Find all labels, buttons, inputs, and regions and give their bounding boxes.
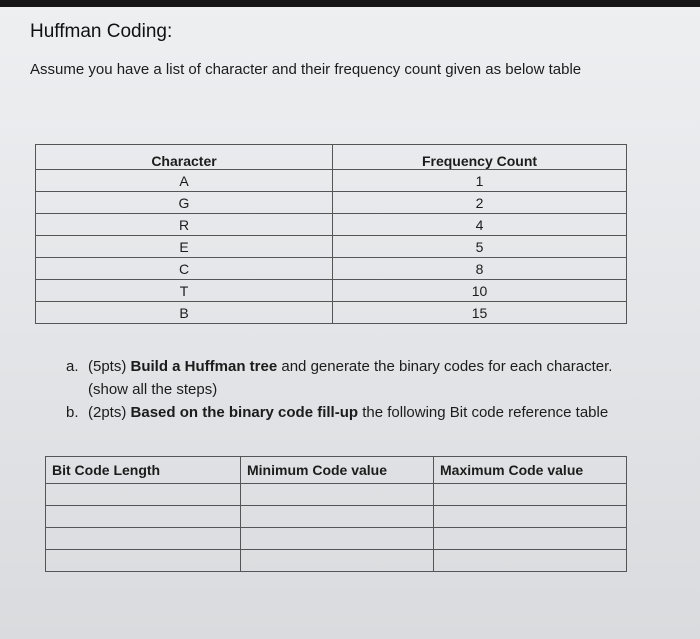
table-row bbox=[46, 484, 627, 506]
max-value-cell bbox=[434, 528, 627, 550]
question-points: (2pts) bbox=[88, 404, 127, 421]
question-b bbox=[66, 401, 626, 424]
character-cell: B bbox=[36, 302, 333, 324]
table-row bbox=[36, 170, 627, 192]
table-header-row bbox=[46, 457, 627, 484]
min-value-header: Minimum Code value bbox=[241, 457, 434, 484]
max-value-cell bbox=[434, 506, 627, 528]
count-cell: 8 bbox=[333, 258, 627, 280]
table-row bbox=[46, 506, 627, 528]
table-row bbox=[36, 236, 627, 258]
max-value-header: Maximum Code value bbox=[434, 457, 627, 484]
question-text: and generate the binary codes for each character. (show all the steps) bbox=[88, 358, 613, 398]
question-marker: b. bbox=[66, 404, 79, 421]
count-cell: 5 bbox=[333, 236, 627, 258]
min-value-cell bbox=[241, 528, 434, 550]
character-header: Character bbox=[36, 145, 333, 170]
character-cell: A bbox=[36, 170, 333, 192]
character-cell: G bbox=[36, 192, 333, 214]
character-cell: E bbox=[36, 236, 333, 258]
max-value-cell bbox=[434, 550, 627, 572]
question-text: the following Bit code reference table bbox=[362, 404, 609, 421]
question-a bbox=[66, 355, 626, 401]
frequency-table bbox=[35, 144, 627, 324]
question-list bbox=[66, 355, 626, 424]
min-value-cell bbox=[241, 506, 434, 528]
bit-length-cell bbox=[46, 550, 241, 572]
question-emphasis: Based on the binary code fill-up bbox=[130, 404, 359, 421]
count-cell: 15 bbox=[333, 302, 627, 324]
table-row bbox=[36, 214, 627, 236]
table-row bbox=[46, 550, 627, 572]
frequency-header: Frequency Count bbox=[333, 145, 627, 170]
count-cell: 2 bbox=[333, 192, 627, 214]
max-value-cell bbox=[434, 484, 627, 506]
count-cell: 1 bbox=[333, 170, 627, 192]
table-row bbox=[36, 302, 627, 324]
bit-length-header: Bit Code Length bbox=[46, 457, 241, 484]
bit-length-cell bbox=[46, 506, 241, 528]
character-cell: C bbox=[36, 258, 333, 280]
question-points: (5pts) bbox=[88, 358, 127, 375]
table-row bbox=[36, 258, 627, 280]
min-value-cell bbox=[241, 550, 434, 572]
document-page bbox=[0, 7, 700, 639]
bit-length-cell bbox=[46, 484, 241, 506]
count-cell: 4 bbox=[333, 214, 627, 236]
question-marker: a. bbox=[66, 358, 79, 375]
min-value-cell bbox=[241, 484, 434, 506]
count-cell: 10 bbox=[333, 280, 627, 302]
character-cell: T bbox=[36, 280, 333, 302]
question-emphasis: Build a Huffman tree bbox=[130, 358, 278, 375]
table-row bbox=[36, 192, 627, 214]
top-edge bbox=[0, 0, 700, 7]
table-header-row bbox=[36, 145, 627, 170]
table-row bbox=[46, 528, 627, 550]
character-cell: R bbox=[36, 214, 333, 236]
table-row bbox=[36, 280, 627, 302]
intro-text: Assume you have a list of character and their frequency count given as below table bbox=[30, 61, 582, 78]
bit-code-table bbox=[45, 456, 627, 572]
page-title: Huffman Coding: bbox=[30, 21, 173, 42]
bit-length-cell bbox=[46, 528, 241, 550]
